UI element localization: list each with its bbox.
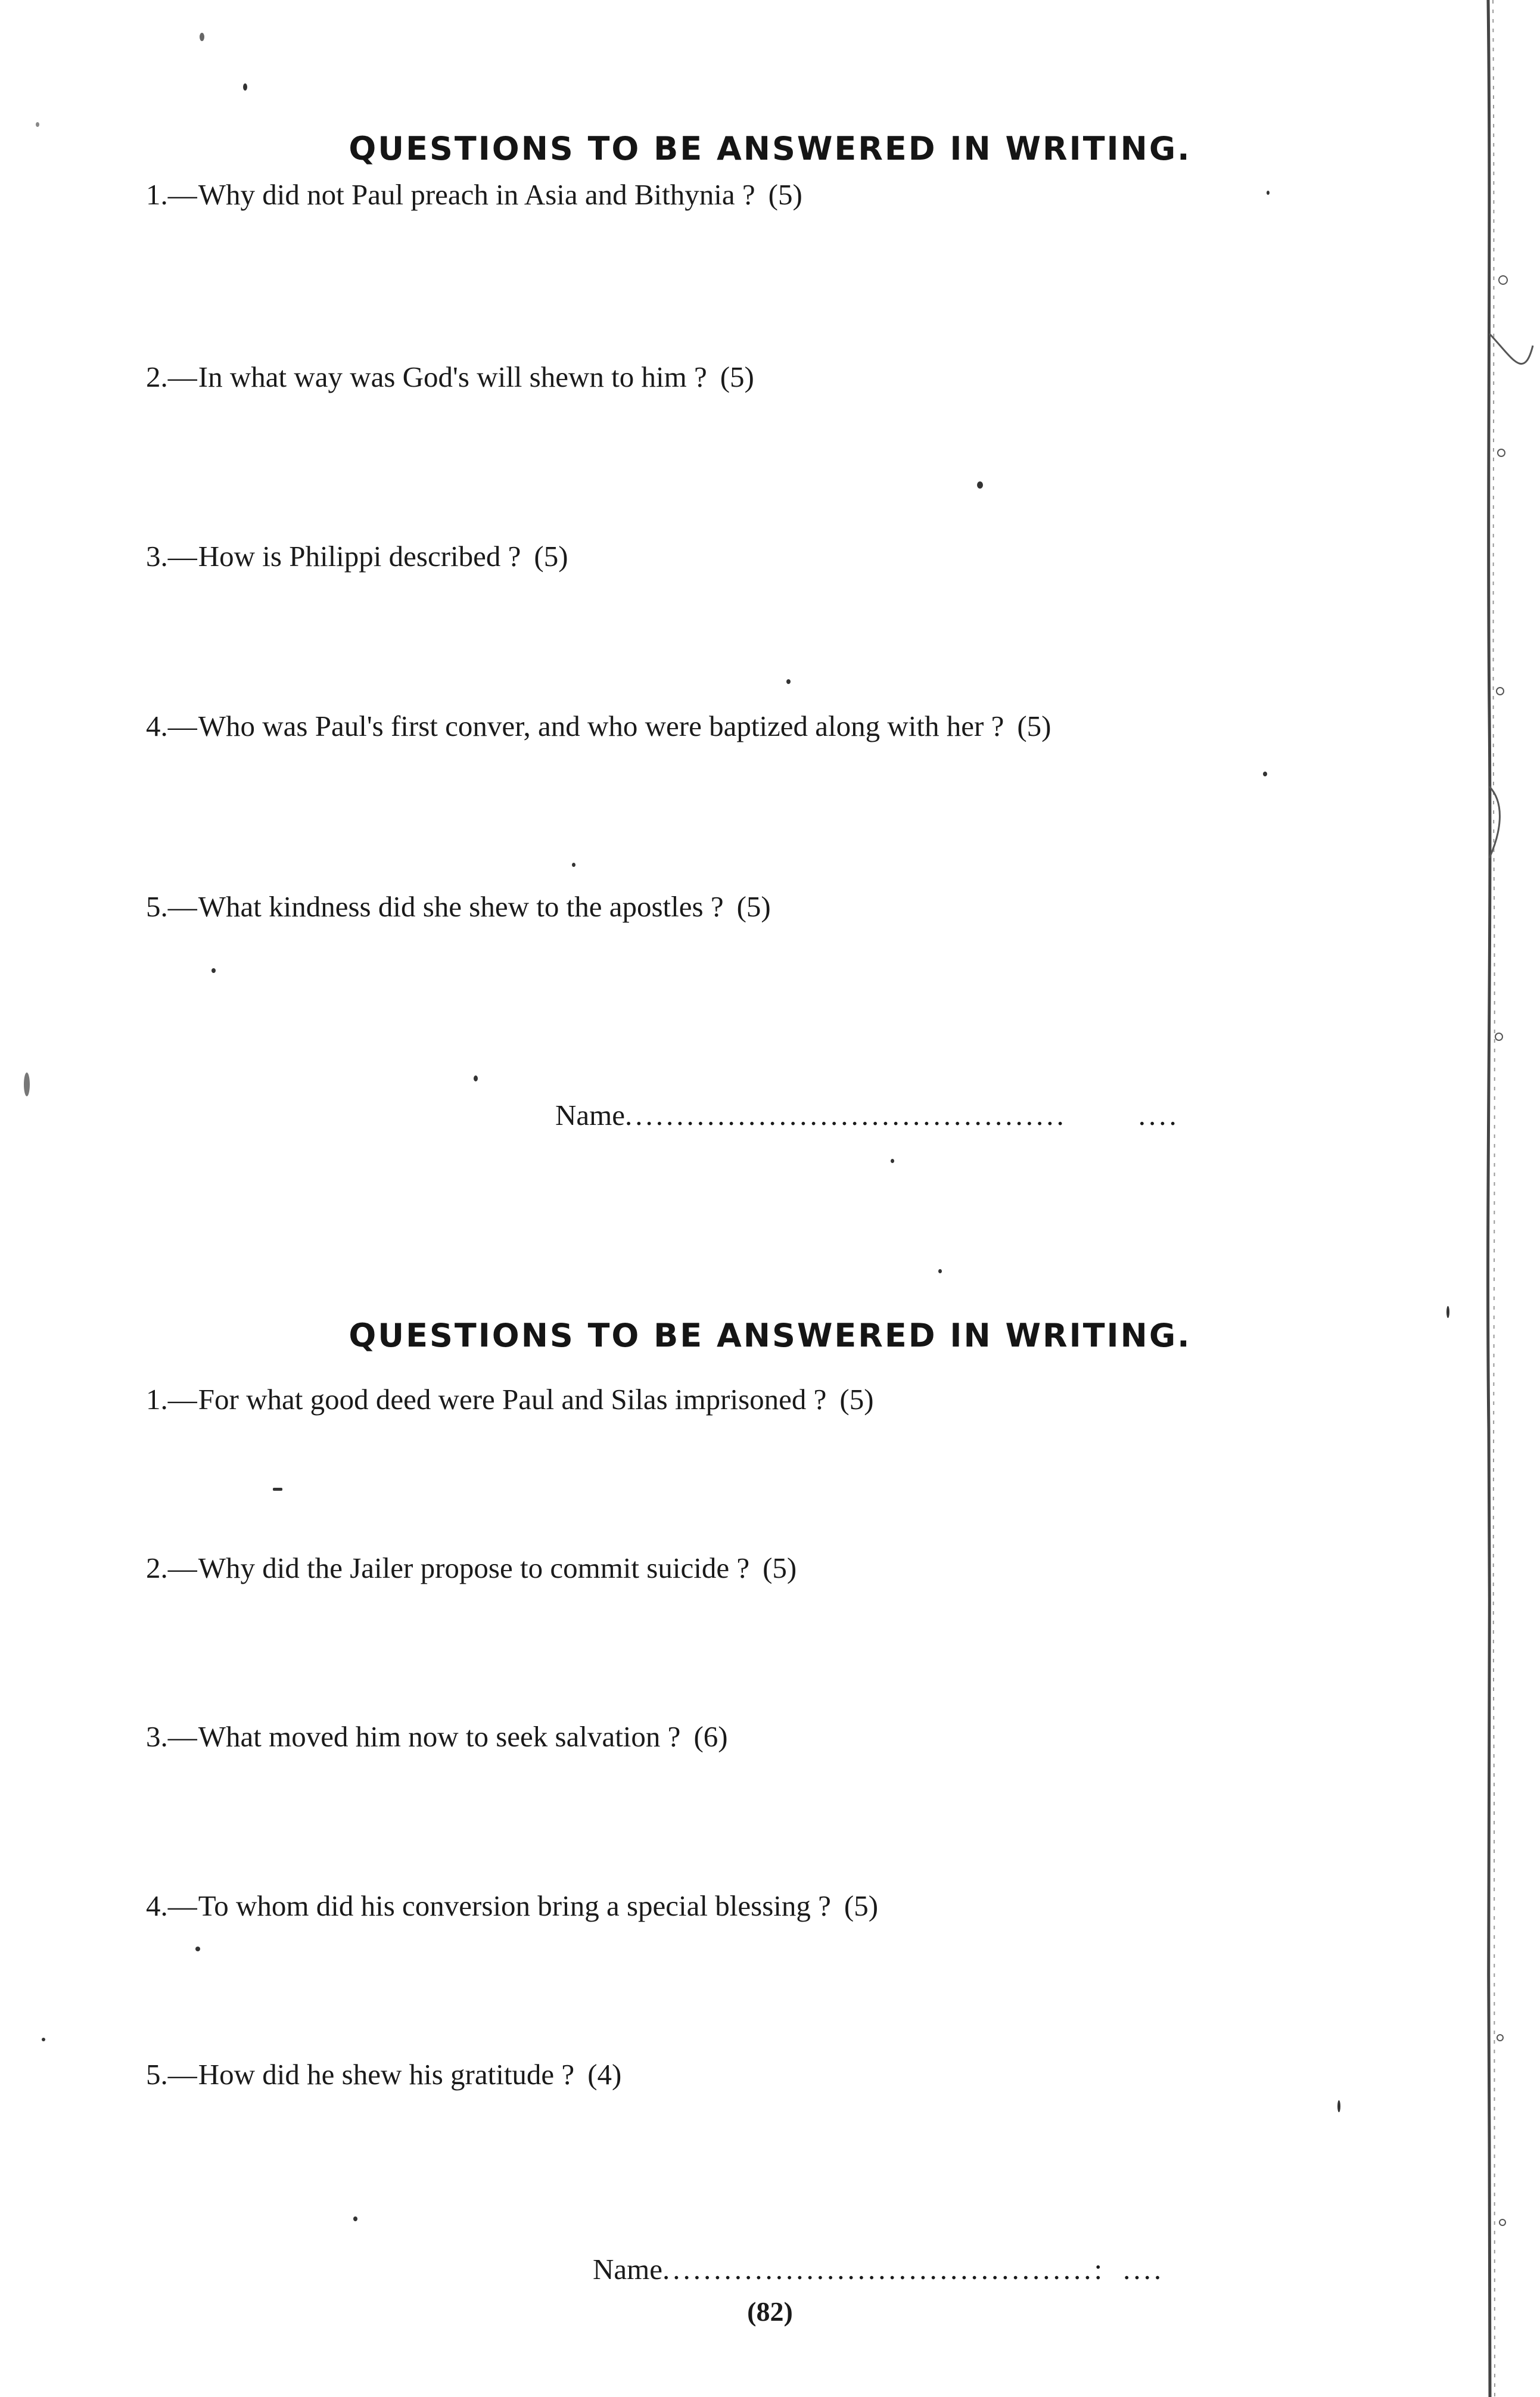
section1-question-5 (146, 890, 771, 924)
scan-speck (786, 679, 791, 684)
section1-question-2 (146, 360, 754, 394)
question-marks: (6) (693, 1720, 728, 1753)
scan-speck (572, 863, 575, 867)
scan-speck (211, 968, 216, 973)
question-marks: (5) (720, 360, 754, 393)
question-marks: (5) (839, 1383, 874, 1416)
scan-speck (195, 1947, 200, 1951)
name-label: Name (593, 2253, 662, 2286)
scan-speck (1337, 2100, 1340, 2112)
name-dots-tail: .... (1123, 2253, 1165, 2286)
question-text: How did he shew his gratitude ? (198, 2058, 575, 2091)
question-text: Why did the Jailer propose to commit suicide ? (198, 1552, 750, 1584)
question-number: 4.— (146, 710, 197, 742)
section1-question-3 (146, 539, 568, 573)
scan-speck (1263, 772, 1267, 776)
question-number: 1.— (146, 1383, 197, 1416)
section2-question-2 (146, 1551, 797, 1585)
question-marks: (5) (1017, 710, 1051, 742)
name-dots: ........................................... (625, 1099, 1067, 1131)
question-text: In what way was God's will shewn to him ? (198, 360, 707, 393)
question-marks: (5) (768, 178, 802, 211)
scan-speck (243, 83, 247, 91)
binding-edge (1476, 0, 1540, 2397)
scan-speck (353, 2216, 357, 2221)
question-marks: (5) (534, 540, 568, 573)
name-dots: ..........................................: (662, 2253, 1106, 2286)
question-number: 2.— (146, 1552, 197, 1584)
scan-speck (938, 1269, 942, 1273)
question-number: 5.— (146, 890, 197, 923)
scan-speck (24, 1072, 30, 1096)
question-number: 3.— (146, 1720, 197, 1753)
question-marks: (5) (763, 1552, 797, 1584)
question-marks: (5) (844, 1889, 879, 1922)
scan-speck (200, 33, 204, 41)
question-marks: (4) (587, 2058, 622, 2091)
section1-name-field[interactable] (555, 1098, 1180, 1132)
section2-question-3 (146, 1720, 728, 1754)
scan-speck (273, 1488, 282, 1491)
scan-speck (1446, 1306, 1449, 1318)
scan-speck (891, 1159, 894, 1163)
question-text: Who was Paul's first conver, and who were baptized along with her ? (198, 710, 1004, 742)
question-text: To whom did his conversion bring a special blessing ? (198, 1889, 831, 1922)
question-text: How is Philippi described ? (198, 540, 521, 573)
question-number: 4.— (146, 1889, 197, 1922)
section2-name-field[interactable] (593, 2252, 1164, 2286)
section1-question-4 (146, 709, 1051, 743)
question-text: What moved him now to seek salvation ? (198, 1720, 681, 1753)
name-dots-tail: .... (1138, 1099, 1180, 1131)
question-number: 1.— (146, 178, 197, 211)
section2-question-1 (146, 1382, 874, 1416)
question-marks: (5) (736, 890, 771, 923)
section1-question-1 (146, 178, 802, 212)
scan-speck (1267, 191, 1270, 195)
scan-speck (977, 481, 983, 489)
name-label: Name (555, 1099, 625, 1131)
question-text: For what good deed were Paul and Silas imprisoned ? (198, 1383, 827, 1416)
scan-speck (42, 2038, 45, 2041)
question-number: 3.— (146, 540, 197, 573)
scan-speck (36, 122, 39, 127)
section2-question-4 (146, 1889, 878, 1923)
section2-question-5 (146, 2057, 621, 2091)
section1-heading: QUESTIONS TO BE ANSWERED IN WRITING. (349, 130, 1191, 167)
scan-speck (474, 1075, 478, 1081)
question-number: 5.— (146, 2058, 197, 2091)
question-text: What kindness did she shew to the apostles ? (198, 890, 724, 923)
page-number: (82) (747, 2296, 793, 2327)
question-text: Why did not Paul preach in Asia and Bithynia ? (198, 178, 755, 211)
section2-heading: QUESTIONS TO BE ANSWERED IN WRITING. (349, 1317, 1191, 1354)
question-number: 2.— (146, 360, 197, 393)
